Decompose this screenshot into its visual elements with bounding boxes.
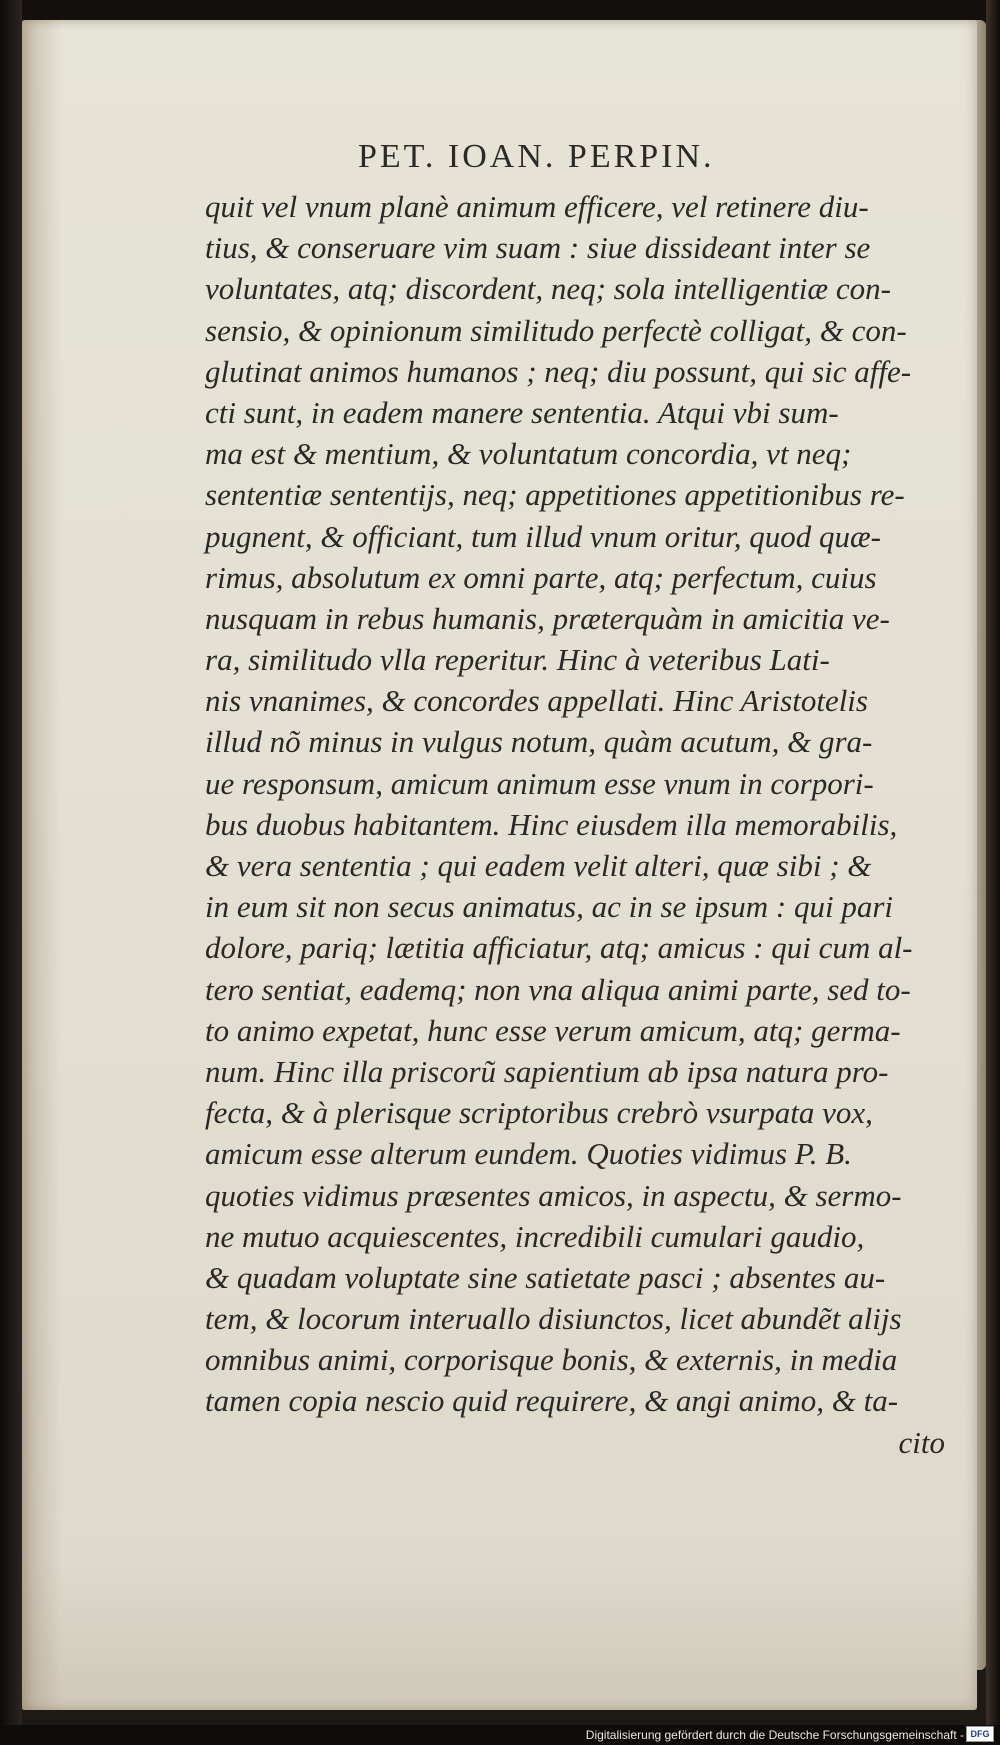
text-line: sensio, & opinionum similitudo perfectè colligat, & con-: [205, 312, 907, 348]
text-line: omnibus animi, corporisque bonis, & externis, in media: [205, 1342, 898, 1378]
text-line: ne mutuo acquiescentes, incredibili cumulari gaudio,: [205, 1218, 865, 1254]
text-line: in eum sit non secus animatus, ac in se ipsum : qui pari: [205, 889, 893, 925]
text-line: pugnent, & officiant, tum illud vnum oritur, quod quæ-: [205, 518, 881, 554]
page-gutter-shadow: [22, 20, 62, 1710]
text-line: ra, similitudo vlla reperitur. Hinc à veteribus Lati-: [205, 642, 830, 678]
text-line: num. Hinc illa priscorũ sapientium ab ipsa natura pro-: [205, 1053, 889, 1089]
text-line: & vera sententia ; qui eadem velit alteri, quæ sibi ; &: [205, 848, 872, 883]
text-line: illud nõ minus in vulgus notum, quàm acutum, & gra-: [205, 724, 873, 760]
body-text: [205, 186, 965, 1463]
scan-left-edge: [0, 0, 22, 1745]
text-line: nis vnanimes, & concordes appellati. Hinc Aristotelis: [205, 683, 868, 719]
text-line: & quadam voluptate sine satietate pasci ; absentes au-: [205, 1259, 886, 1295]
text-line: fecta, & à plerisque scriptoribus crebrò vsurpata vox,: [205, 1095, 873, 1131]
dfg-logo-icon: DFG: [966, 1726, 994, 1742]
text-line: ma est & mentium, & voluntatum concordia, vt neq;: [205, 436, 852, 472]
text-line: tamen copia nescio quid requirere, & angi animo, & ta-: [205, 1383, 899, 1419]
text-line: quoties vidimus præsentes amicos, in aspectu, & sermo-: [205, 1177, 902, 1213]
text-line: dolore, pariq; lætitia afficiatur, atq; amicus : qui cum al-: [205, 930, 913, 966]
text-line: ue responsum, amicum animum esse vnum in corpori-: [205, 765, 874, 801]
catchword: cito: [898, 1424, 945, 1460]
text-line: bus duobus habitantem. Hinc eiusdem illa memorabilis,: [205, 806, 898, 842]
text-line: amicum esse alterum eundem. Quoties vidimus P. B.: [205, 1136, 852, 1172]
text-line: quit vel vnum planè animum efficere, vel retinere diu-: [205, 189, 869, 224]
digitization-footer: [0, 1725, 1000, 1745]
text-line: tius, & conseruare vim suam : siue dissideant inter se: [205, 230, 871, 266]
text-line: sententiæ sententijs, neq; appetitiones appetitionibus re-: [205, 477, 905, 513]
running-head: PET. IOAN. PERPIN.: [358, 138, 715, 175]
text-line: cti sunt, in eadem manere sententia. Atqui vbi sum-: [205, 394, 839, 430]
text-line: nusquam in rebus humanis, præterquàm in amicitia ve-: [205, 600, 890, 636]
text-line: to animo expetat, hunc esse verum amicum, atq; germa-: [205, 1012, 901, 1048]
scan-top-edge: [0, 0, 1000, 22]
text-line: voluntates, atq; discordent, neq; sola intelligentiæ con-: [205, 271, 891, 307]
text-line: tero sentiat, eademq; non vna aliqua animi parte, sed to-: [205, 971, 911, 1007]
text-line: glutinat animos humanos ; neq; diu possunt, qui sic affe-: [205, 353, 912, 389]
funding-credit: Digitalisierung gefördert durch die Deutsche Forschungsgemeinschaft -: [585, 1728, 964, 1742]
text-line: rimus, absolutum ex omni parte, atq; perfectum, cuius: [205, 559, 877, 595]
scan-right-edge: [986, 0, 1000, 1745]
text-line: tem, & locorum interuallo disiunctos, licet abundẽt alijs: [205, 1301, 902, 1337]
page-bottom-shadow: [22, 1560, 977, 1710]
